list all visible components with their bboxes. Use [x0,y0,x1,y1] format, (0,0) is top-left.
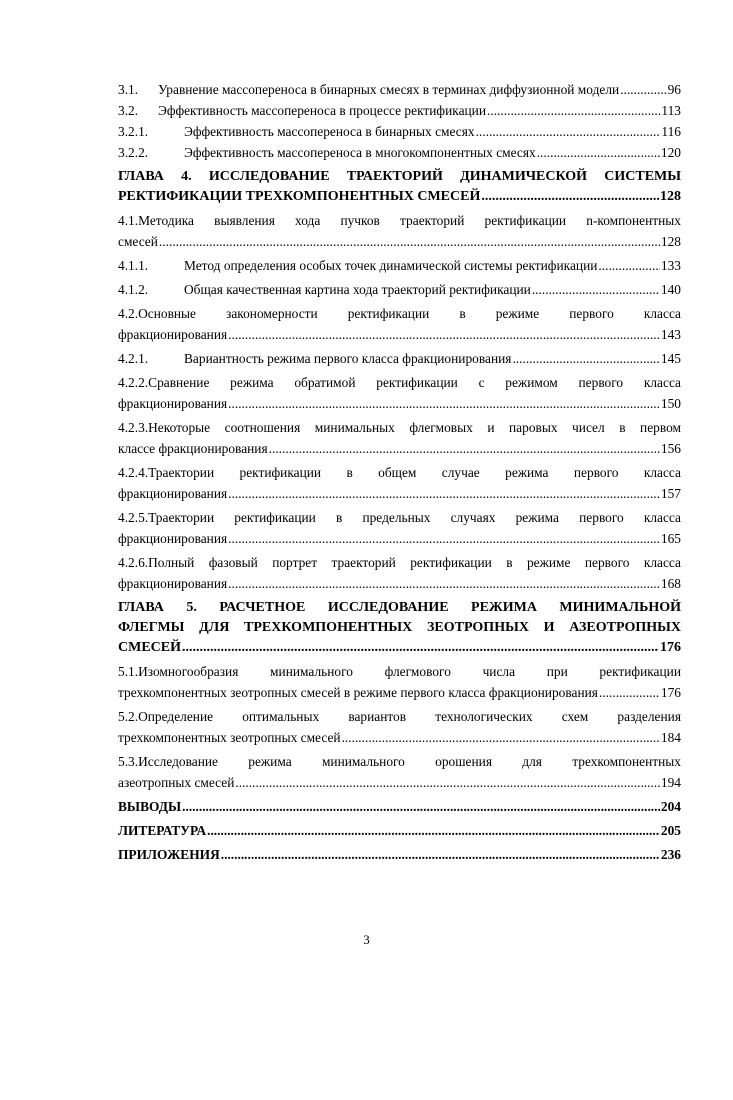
toc-entry-5-1 [118,661,681,703]
dot-leader [342,727,660,748]
toc-title: Общая качественная картина хода траекторий ректификации [184,282,531,297]
toc-entry-4-2-2 [118,372,681,414]
toc-title: Эффективность массопереноса в бинарных смесях [184,124,475,139]
toc-page: 133 [660,258,681,273]
toc-title-line: трехкомпонентных зеотропных смесей в режиме первого класса фракционирования [118,685,598,700]
toc-page: 176 [660,640,681,655]
toc-entry-conclusions [118,796,681,817]
toc-number: 3.2.1. [118,124,149,139]
toc-entry-5-2 [118,706,681,748]
toc-chapter-5 [118,598,681,658]
toc-entry-4-2 [118,303,681,345]
toc-entry-3-2-1 [118,121,681,142]
dot-leader [182,638,659,658]
toc-page: 128 [660,234,681,249]
dot-leader [487,100,660,121]
toc-entry-4-1 [118,210,681,252]
toc-title-line: Некоторые соотношения минимальных флегмовых и паровых чисел в первом [148,420,681,435]
toc-title-line: азеотропных смесей [118,775,235,790]
toc-entry-4-2-5 [118,507,681,549]
toc-title-line: фракционирования [118,396,228,411]
toc-page: 184 [660,730,681,745]
page-number: 3 [363,932,370,947]
dot-leader [620,79,666,100]
chapter-title-line: РЕКТИФИКАЦИИ ТРЕХКОМПОНЕНТНЫХ СМЕСЕЙ [118,189,481,204]
toc-page: 120 [660,145,681,160]
toc-number: 4.1.2. [118,282,149,297]
toc-title-line: Изомногообразия минимального флегмового числа при ректификации [138,664,681,679]
toc-entry-appendices [118,844,681,865]
toc-title: Уравнение массопереноса в бинарных смесях в терминах диффузионной модели [158,82,620,97]
toc-number: 4.1.1. [118,258,149,273]
toc-title-line: фракционирования [118,576,228,591]
toc-entry-3-1 [118,79,681,100]
toc-entry-references [118,820,681,841]
toc-page: 168 [660,576,681,591]
toc-number: 4.2.4. [118,465,149,480]
toc-number: 4.1. [118,213,139,228]
toc-page: 204 [660,799,681,814]
dot-leader [228,528,660,549]
toc-page: 143 [660,327,681,342]
toc-entry-4-2-4 [118,462,681,504]
dot-leader [269,438,660,459]
dot-leader [235,772,660,793]
toc-page: 194 [660,775,681,790]
dot-leader [598,255,660,276]
toc-page: 176 [660,685,681,700]
toc-page: 157 [660,486,681,501]
dot-leader [159,231,660,252]
toc-title: ВЫВОДЫ [118,799,182,814]
toc-title-line: фракционирования [118,327,228,342]
toc-title-line: Траектории ректификации в предельных случаях режима первого класса [148,510,681,525]
dot-leader [476,121,661,142]
toc-title-line: фракционирования [118,486,228,501]
toc-chapter-4 [118,167,681,207]
toc-title-line: классе фракционирования [118,441,268,456]
toc-page: 150 [660,396,681,411]
dot-leader [182,796,660,817]
toc-title: Эффективность массопереноса в многокомпонентных смесях [184,145,536,160]
toc-title: Вариантность режима первого класса фракционирования [184,351,512,366]
toc-title-line: Полный фазовый портрет траекторий ректификации в режиме первого класса [148,555,681,570]
toc-number: 4.2.6. [118,555,149,570]
toc-title-line: смесей [118,234,158,249]
toc-number: 3.1. [118,82,139,97]
toc-number: 4.2.1. [118,351,149,366]
toc-page: 140 [660,282,681,297]
toc-title-line: Определение оптимальных вариантов технологических схем разделения [138,709,681,724]
toc-entry-3-2 [118,100,681,121]
toc-page: 156 [660,441,681,456]
dot-leader [207,820,660,841]
toc-title: ПРИЛОЖЕНИЯ [118,847,220,862]
toc-entry-3-2-2 [118,142,681,163]
toc-title-line: Основные закономерности ректификации в режиме первого класса [138,306,681,321]
toc-page: 128 [660,189,681,204]
toc-title-line: фракционирования [118,531,228,546]
toc-page: 236 [660,847,681,862]
dot-leader [221,844,660,865]
chapter-title-line: ГЛАВА 4. ИССЛЕДОВАНИЕ ТРАЕКТОРИЙ ДИНАМИЧЕСКОЙ СИСТЕМЫ [118,169,681,184]
dot-leader [537,142,660,163]
toc-title-line: Траектории ректификации в общем случае режима первого класса [148,465,681,480]
toc-number: 3.2. [118,103,139,118]
dot-leader [228,573,660,594]
toc-page: 205 [660,823,681,838]
toc-entry-4-2-1 [118,348,681,369]
toc-entry-5-3 [118,751,681,793]
toc-entry-4-1-1 [118,255,681,276]
toc-page: 165 [660,531,681,546]
toc-page: 113 [661,103,681,118]
toc-title-line: трехкомпонентных зеотропных смесей [118,730,341,745]
chapter-title-line: ФЛЕГМЫ ДЛЯ ТРЕХКОМПОНЕНТНЫХ ЗЕОТРОПНЫХ И АЗЕОТРОПНЫХ [118,620,681,635]
chapter-title-line: СМЕСЕЙ [118,640,181,655]
toc-page: 145 [660,351,681,366]
toc-number: 5.2. [118,709,139,724]
toc-number: 3.2.2. [118,145,149,160]
toc-entry-4-2-6 [118,552,681,594]
toc-title-line: Сравнение режима обратимой ректификации с режимом первого класса [148,375,681,390]
dot-leader [481,187,659,207]
toc-entry-4-2-3 [118,417,681,459]
toc-title: Эффективность массопереноса в процессе ректификации [158,103,487,118]
chapter-title-line: ГЛАВА 5. РАСЧЕТНОЕ ИССЛЕДОВАНИЕ РЕЖИМА МИНИМАЛЬНОЙ [118,600,681,615]
toc-number: 4.2. [118,306,139,321]
dot-leader [532,279,660,300]
dot-leader [599,682,660,703]
toc-title-line: Методика выявления хода пучков траекторий ректификации n-компонентных [138,213,681,228]
toc-number: 5.1. [118,664,139,679]
toc-page: 116 [661,124,681,139]
toc-number: 4.2.3. [118,420,149,435]
toc-number: 4.2.2. [118,375,149,390]
dot-leader [228,483,660,504]
toc-number: 5.3. [118,754,139,769]
toc-entry-4-1-2 [118,279,681,300]
toc-title: ЛИТЕРАТУРА [118,823,207,838]
dot-leader [228,393,660,414]
toc-title: Метод определения особых точек динамической системы ректификации [184,258,598,273]
table-of-contents [118,79,681,865]
dot-leader [512,348,659,369]
toc-page: 96 [667,82,681,97]
dot-leader [228,324,660,345]
toc-title-line: Исследование режима минимального орошения для трехкомпонентных [138,754,681,769]
toc-number: 4.2.5. [118,510,149,525]
